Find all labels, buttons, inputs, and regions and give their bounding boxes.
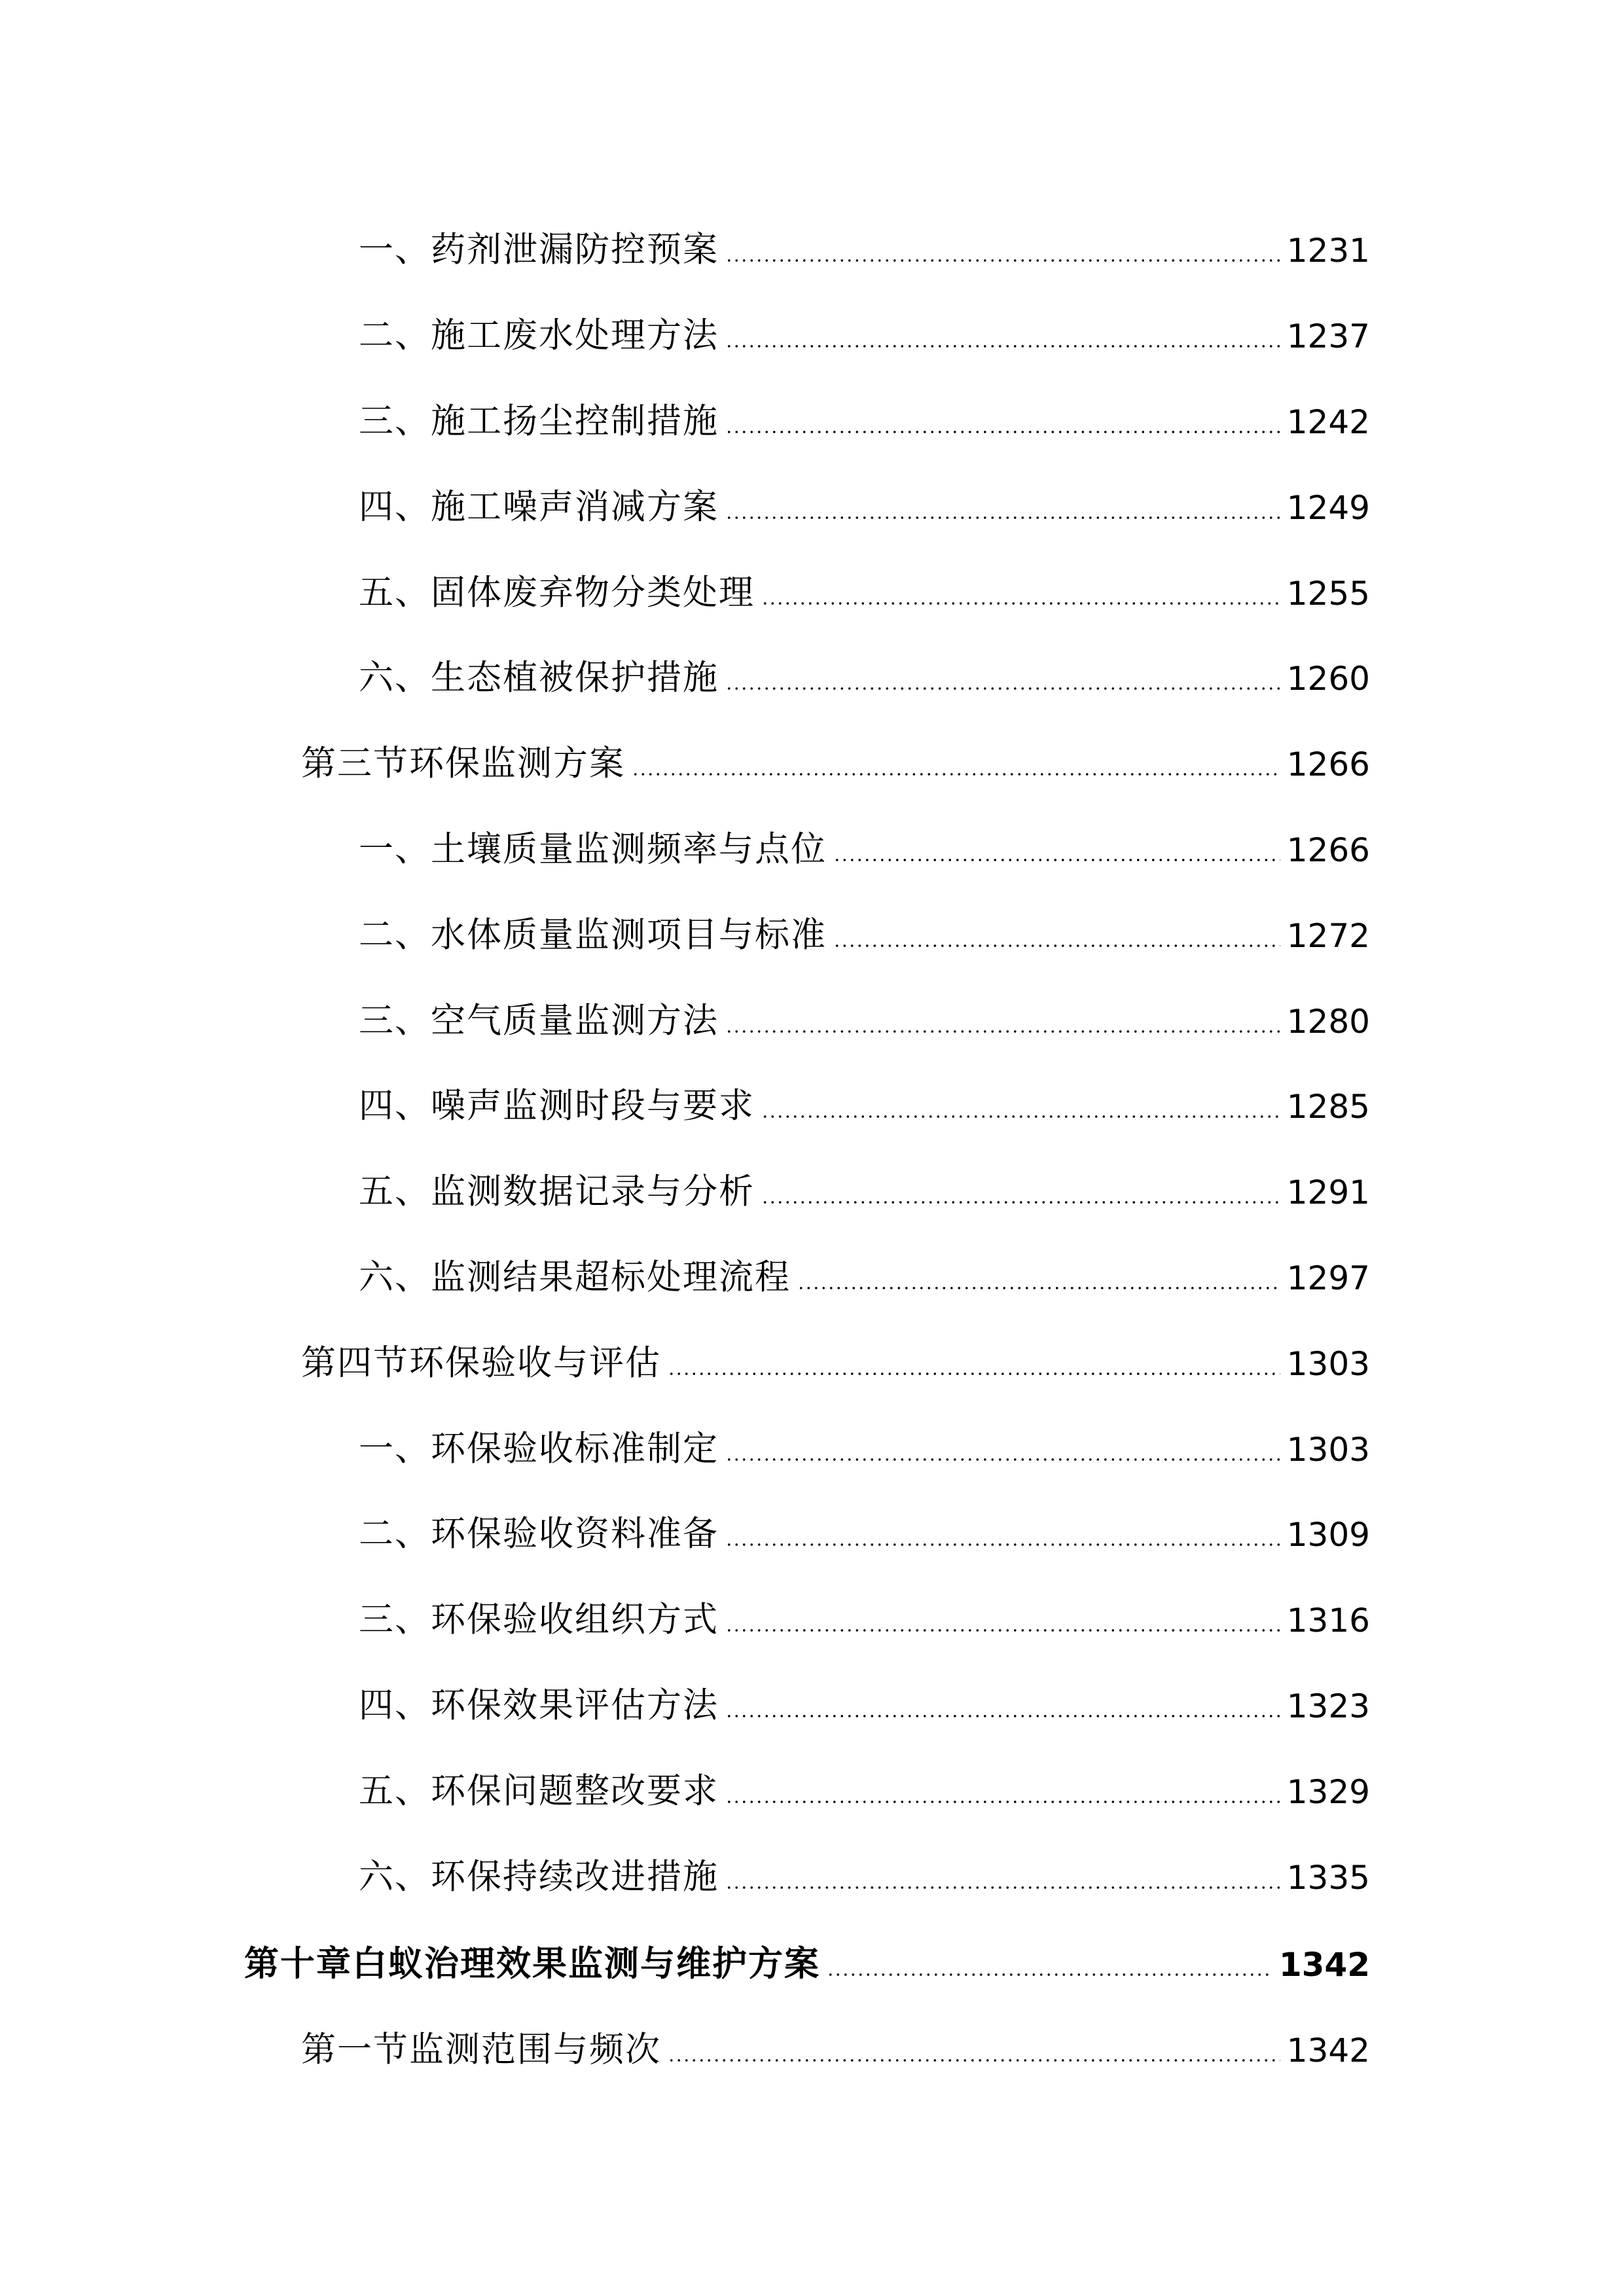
toc-entry-label: 第四节环保验收与评估 — [301, 1343, 661, 1383]
toc-page-number: 1316 — [1286, 1602, 1370, 1640]
toc-entry-label: 一、药剂泄漏防控预案 — [359, 230, 719, 270]
dot-leader — [725, 1628, 1280, 1633]
toc-entry[interactable] — [359, 465, 1370, 527]
toc-entry-label: 四、施工噪声消减方案 — [359, 487, 719, 527]
dot-leader — [827, 1972, 1272, 1977]
toc-page-number: 1285 — [1286, 1088, 1370, 1126]
toc-page-number: 1260 — [1286, 660, 1370, 698]
toc-page-number: 1297 — [1286, 1259, 1370, 1297]
toc-page-number: 1272 — [1286, 917, 1370, 955]
toc-page-number: 1342 — [1278, 1946, 1370, 1984]
toc-entry[interactable] — [301, 2008, 1370, 2070]
toc-entry[interactable] — [359, 636, 1370, 698]
toc-entry[interactable] — [301, 722, 1370, 781]
dot-leader — [761, 1114, 1280, 1119]
dot-leader — [668, 1371, 1280, 1376]
toc-entry[interactable] — [359, 1492, 1370, 1554]
dot-leader — [668, 2058, 1280, 2063]
toc-page-number: 1335 — [1286, 1859, 1370, 1897]
dot-leader — [725, 1029, 1280, 1034]
toc-entry-label: 五、环保问题整改要求 — [359, 1771, 719, 1811]
dot-leader — [725, 429, 1280, 435]
toc-entry-label: 第十章白蚁治理效果监测与维护方案 — [244, 1943, 820, 1984]
toc-page-number: 1303 — [1286, 1345, 1370, 1383]
toc-entry[interactable] — [359, 1236, 1370, 1295]
toc-page-number: 1231 — [1286, 232, 1370, 270]
dot-leader — [725, 515, 1280, 520]
toc-entry-label: 六、生态植被保护措施 — [359, 658, 719, 698]
toc-entry[interactable] — [301, 1321, 1370, 1383]
toc-entry-label: 五、监测数据记录与分析 — [359, 1172, 755, 1211]
toc-entry-label: 三、环保验收组织方式 — [359, 1600, 719, 1640]
toc-page-number: 1266 — [1286, 831, 1370, 869]
toc-chapter-entry[interactable] — [244, 1922, 1370, 1984]
toc-entry[interactable] — [359, 294, 1370, 353]
toc-entry[interactable] — [359, 208, 1370, 270]
toc-entry-label: 一、土壤质量监测频率与点位 — [359, 829, 827, 869]
toc-entry[interactable] — [359, 1835, 1370, 1897]
toc-page-number: 1280 — [1286, 1003, 1370, 1041]
toc-entry[interactable] — [359, 979, 1370, 1041]
toc-entry[interactable] — [359, 1407, 1370, 1469]
toc-entry-label: 四、噪声监测时段与要求 — [359, 1086, 755, 1126]
toc-entry[interactable] — [359, 1749, 1370, 1811]
toc-entry[interactable] — [359, 1578, 1370, 1640]
toc-entry[interactable] — [359, 1150, 1370, 1209]
toc-entry[interactable] — [359, 380, 1370, 439]
toc-entry-label: 二、水体质量监测项目与标准 — [359, 915, 827, 955]
toc-entry[interactable] — [359, 1064, 1370, 1126]
toc-page-number: 1242 — [1286, 403, 1370, 441]
dot-leader — [632, 772, 1280, 777]
toc-page-number: 1329 — [1286, 1773, 1370, 1811]
toc-entry-label: 三、空气质量监测方法 — [359, 1001, 719, 1041]
dot-leader — [833, 943, 1280, 948]
toc-entry-label: 三、施工扬尘控制措施 — [359, 401, 719, 441]
toc-page-number: 1249 — [1286, 489, 1370, 527]
toc-entry-label: 二、环保验收资料准备 — [359, 1514, 719, 1554]
toc-page-number: 1342 — [1286, 2032, 1370, 2070]
dot-leader — [725, 1542, 1280, 1547]
toc-page-number: 1255 — [1286, 575, 1370, 613]
dot-leader — [725, 258, 1280, 263]
dot-leader — [725, 1799, 1280, 1804]
toc-page-number: 1237 — [1286, 317, 1370, 355]
dot-leader — [725, 686, 1280, 691]
dot-leader — [761, 601, 1280, 606]
toc-entry-label: 一、环保验收标准制定 — [359, 1429, 719, 1469]
dot-leader — [797, 1285, 1280, 1291]
toc-entry[interactable] — [359, 551, 1370, 613]
toc-entry-label: 六、监测结果超标处理流程 — [359, 1257, 791, 1297]
toc-page-number: 1291 — [1286, 1174, 1370, 1211]
toc-entry[interactable] — [359, 1664, 1370, 1723]
dot-leader — [725, 1885, 1280, 1890]
toc-page-number: 1303 — [1286, 1431, 1370, 1469]
toc-entry-label: 第三节环保监测方案 — [301, 744, 625, 783]
toc-entry-label: 六、环保持续改进措施 — [359, 1857, 719, 1897]
dot-leader — [725, 344, 1280, 349]
toc-entry[interactable] — [359, 808, 1370, 867]
toc-entry-label: 二、施工废水处理方法 — [359, 315, 719, 355]
toc-page-number: 1309 — [1286, 1516, 1370, 1554]
dot-leader — [761, 1200, 1280, 1205]
toc-page-number: 1266 — [1286, 745, 1370, 783]
toc-entry-label: 四、环保效果评估方法 — [359, 1685, 719, 1725]
dot-leader — [833, 857, 1280, 863]
dot-leader — [725, 1713, 1280, 1719]
toc-entry-label: 五、固体废弃物分类处理 — [359, 573, 755, 613]
toc-page-number: 1323 — [1286, 1687, 1370, 1725]
dot-leader — [725, 1457, 1280, 1462]
toc-entry[interactable] — [359, 893, 1370, 955]
toc-entry-label: 第一节监测范围与频次 — [301, 2030, 661, 2070]
